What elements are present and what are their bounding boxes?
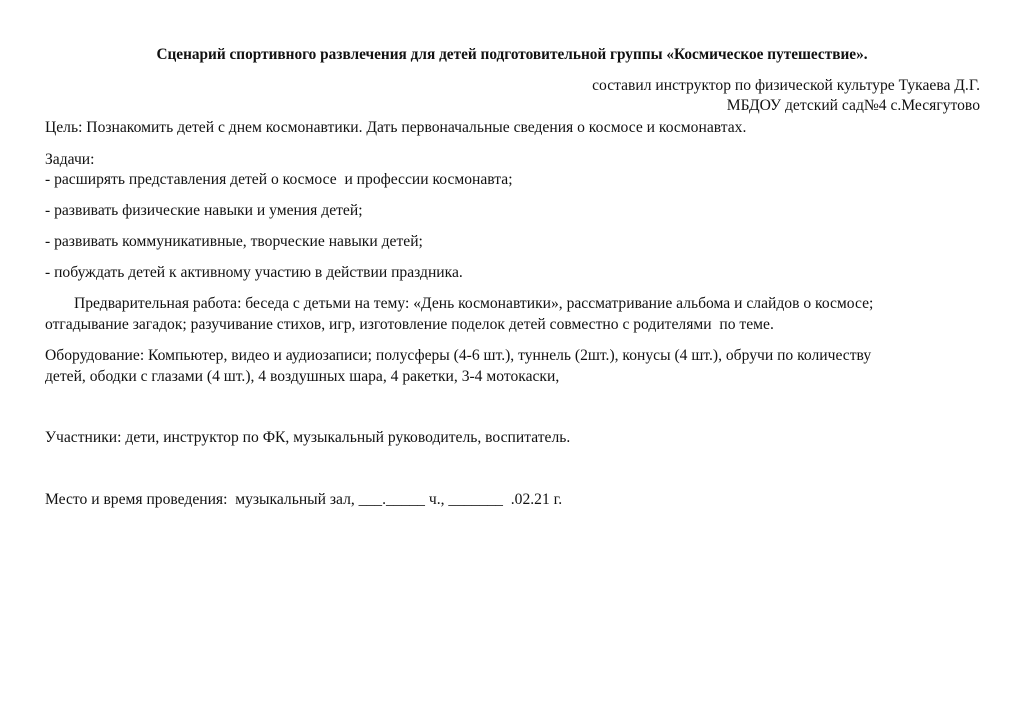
task-item: - развивать коммуникативные, творческие навыки детей;: [45, 233, 423, 250]
place-time-paragraph: Место и время проведения: музыкальный зал, ___._____ ч., _______ .02.21 г.: [45, 491, 563, 508]
equipment-line: детей, ободки с глазами (4 шт.), 4 воздушных шара, 4 ракетки, 3-4 мотокаски,: [45, 368, 560, 385]
preliminary-work-line: отгадывание загадок; разучивание стихов, игр, изготовление поделок детей совместно с родителями по теме.: [45, 316, 774, 333]
preliminary-work-line: Предварительная работа: беседа с детьми на тему: «День космонавтики», рассматривание альбома и слайдов о космосе;: [74, 295, 874, 312]
task-item: - развивать физические навыки и умения детей;: [45, 202, 363, 219]
tasks-heading: Задачи:: [45, 151, 95, 168]
participants-paragraph: Участники: дети, инструктор по ФК, музыкальный руководитель, воспитатель.: [45, 429, 571, 446]
task-item: - побуждать детей к активному участию в действии праздника.: [45, 264, 463, 281]
document-title: Сценарий спортивного развлечения для детей подготовительной группы «Космическое путешествие».: [156, 46, 868, 63]
equipment-line: Оборудование: Компьютер, видео и аудиозаписи; полусферы (4-6 шт.), туннель (2шт.), конусы (4 шт.), обручи по количеству: [45, 347, 872, 364]
author-line: составил инструктор по физической культуре Тукаева Д.Г.: [592, 77, 980, 94]
task-item: - расширять представления детей о космосе и профессии космонавта;: [45, 171, 513, 188]
goal-paragraph: Цель: Познакомить детей с днем космонавтики. Дать первоначальные сведения о космосе и космонавтах.: [45, 119, 747, 136]
organization-line: МБДОУ детский сад№4 с.Месягутово: [726, 97, 980, 114]
